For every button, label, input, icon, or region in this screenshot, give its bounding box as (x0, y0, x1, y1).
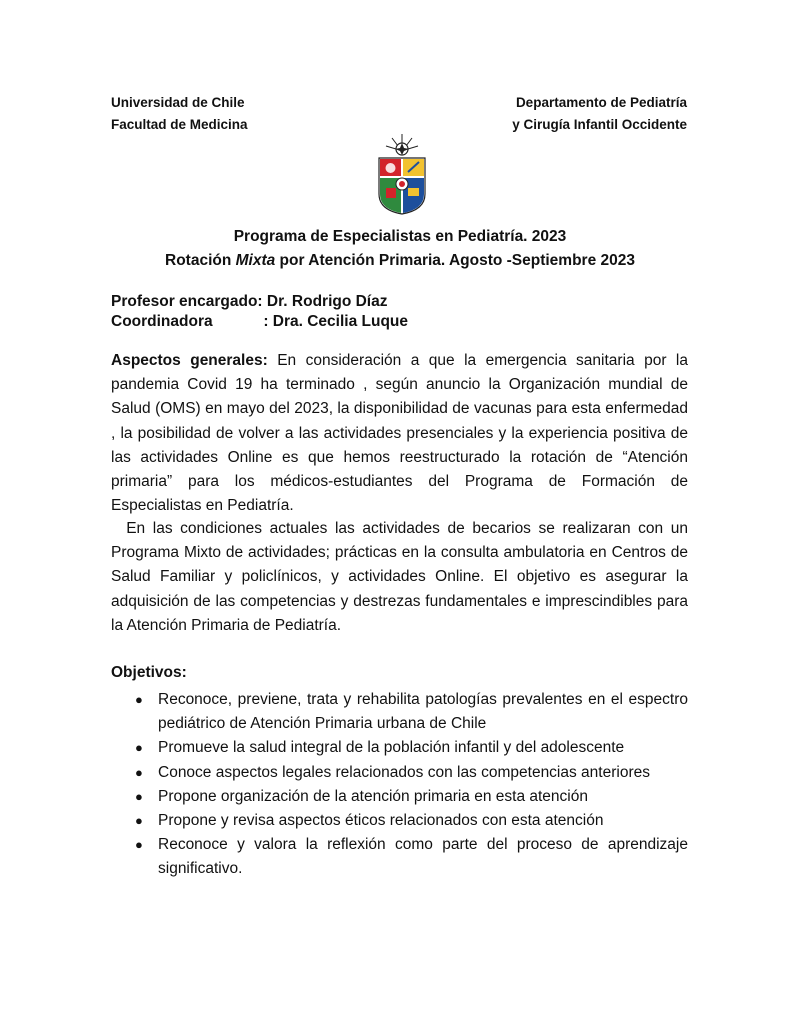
current-conditions-text: En las condiciones actuales las actividades de becarios se realizaran con un Programa Mixto de actividades; prácticas en la consulta ambulatoria en Centros de Salud Familiar y policlínicos, y actividades Online. El objetivo es asegurar la adquisición de las competencias y destrezas fundamentales e imprescindibles para la Atención Primaria de Pediatría. (111, 520, 688, 634)
bullet-icon: ● (135, 788, 143, 804)
bullet-icon: ● (135, 740, 143, 756)
rotation-title-post: por Atención Primaria. Agosto -Septiembre 2023 (275, 252, 635, 269)
objective-text: Propone organización de la atención primaria en esta atención (158, 787, 588, 805)
list-item (111, 736, 688, 760)
staff-block (111, 292, 408, 332)
bullet-icon: ● (135, 764, 143, 780)
objectives-heading: Objetivos: (111, 664, 187, 681)
university-seal-icon (374, 132, 430, 216)
coordinator-row (111, 312, 408, 332)
department-subname: y Cirugía Infantil Occidente (512, 117, 687, 132)
general-aspects-heading: Aspectos generales: (111, 352, 268, 369)
objectives-list (111, 688, 688, 882)
objective-text: Reconoce, previene, trata y rehabilita patologías prevalentes en el espectro pediátrico de Atención Primaria urbana de Chile (158, 691, 688, 733)
rotation-title-pre: Rotación (165, 252, 236, 269)
objective-text: Propone y revisa aspectos éticos relacionados con esta atención (158, 812, 604, 830)
objective-text: Conoce aspectos legales relacionados con las competencias anteriores (158, 763, 650, 781)
list-item (111, 809, 688, 833)
coordinator-name: : Dra. Cecilia Luque (263, 313, 409, 330)
professor-name: Dr. Rodrigo Díaz (266, 293, 388, 310)
list-item (111, 785, 688, 809)
current-conditions-paragraph (111, 517, 688, 638)
general-aspects-text: En consideración a que la emergencia sanitaria por la pandemia Covid 19 ha terminado , según anuncio la Organización mundial de Salud (OMS) en mayo del 2023, la disponibilidad de vacunas para esta enfermedad , la posibilidad de volver a las actividades presenciales y la experiencia positiva de las actividades Online es que hemos reestructurado la rotación de “Atención primaria” para los médicos-estudiantes del Programa de Formación de Especialistas en Pediatría. (111, 352, 688, 515)
objective-text: Reconoce y valora la reflexión como parte del proceso de aprendizaje significativo. (158, 836, 688, 878)
objective-text: Promueve la salud integral de la población infantil y del adolescente (158, 739, 625, 757)
professor-label: Profesor encargado: (111, 293, 263, 310)
list-item (111, 833, 688, 881)
bullet-icon: ● (135, 692, 143, 707)
rotation-title (0, 252, 800, 270)
header-right (512, 92, 687, 136)
program-title: Programa de Especialistas en Pediatría. 2023 (233, 228, 567, 245)
bullet-icon: ● (135, 813, 143, 829)
list-item (111, 761, 688, 785)
general-aspects-paragraph (111, 349, 688, 518)
header-left (111, 92, 248, 136)
bullet-icon: ● (135, 837, 143, 853)
professor-row (111, 292, 408, 312)
university-name: Universidad de Chile (111, 95, 245, 110)
list-item (111, 688, 688, 736)
rotation-title-italic: Mixta (235, 252, 276, 269)
department-name: Departamento de Pediatría (515, 95, 687, 110)
coordinator-label: Coordinadora (111, 313, 213, 330)
faculty-name: Facultad de Medicina (111, 117, 248, 132)
